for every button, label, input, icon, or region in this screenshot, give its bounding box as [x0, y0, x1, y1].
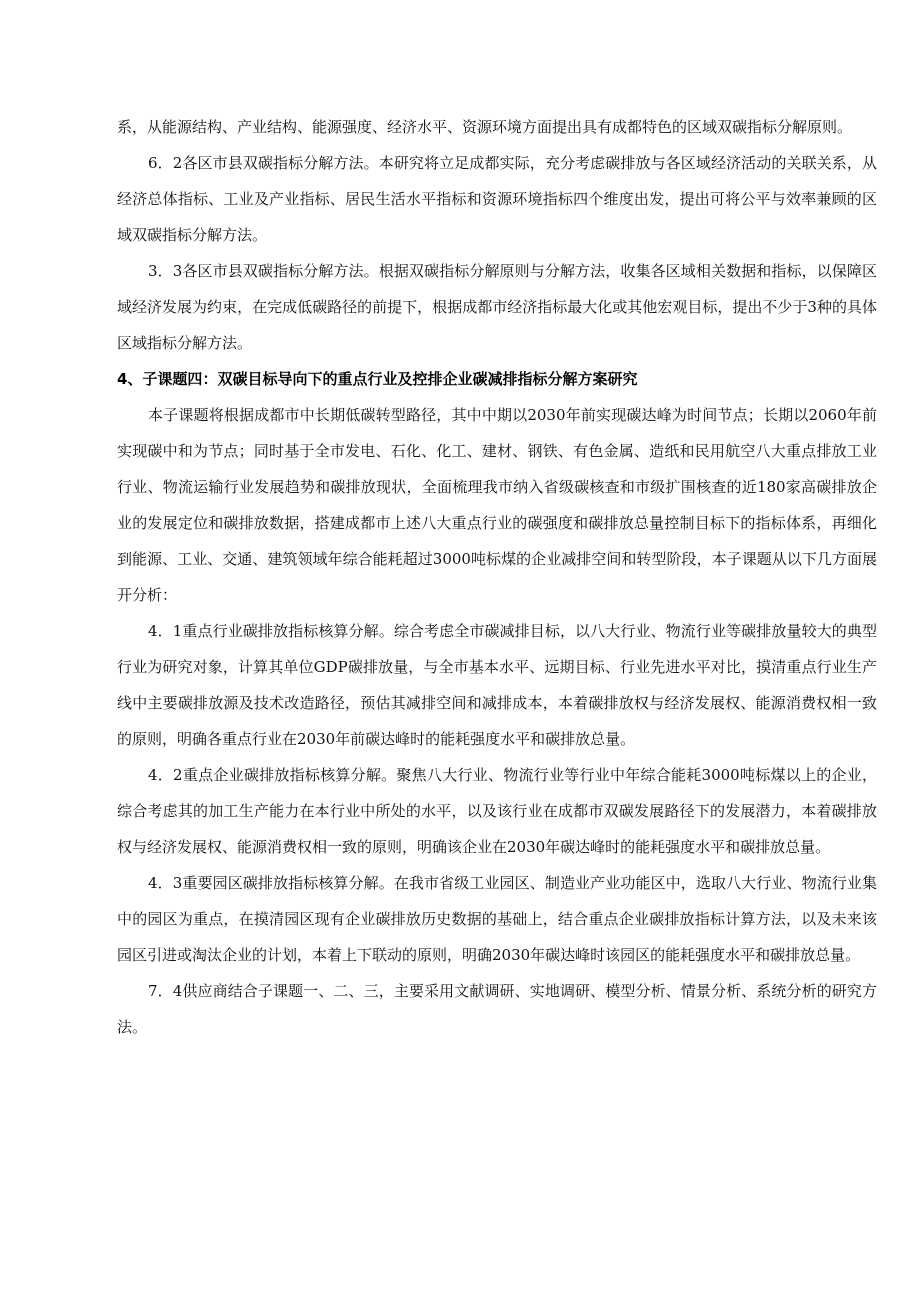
paragraph-continuation: 系，从能源结构、产业结构、能源强度、经济水平、资源环境方面提出具有成都特色的区域双碳指标分解原则。	[117, 118, 853, 136]
paragraph-section-4-3: 4．3重要园区碳排放指标核算分解。在我市省级工业园区、制造业产业功能区中，选取八大行业、物流行业集中的园区为重点，在摸清园区现有企业碳排放历史数据的基础上，结合重点企业碳排放指标计算方法，以及未来该园区引进或淘汰企业的计划，本着上下联动的原则，明确2030年碳达峰时该园区的能耗强度水平和碳排放总量。	[117, 874, 877, 964]
paragraph-section-4-1: 4．1重点行业碳排放指标核算分解。综合考虑全市碳减排目标，以八大行业、物流行业等碳排放量较大的典型行业为研究对象，计算其单位GDP碳排放量，与全市基本水平、远期目标、行业先进水平对比，摸清重点行业生产线中主要碳排放源及技术改造路径，预估其减排空间和减排成本，本着碳排放权与经济发展权、能源消费权相一致的原则，明确各重点行业在2030年前碳达峰时的能耗强度水平和碳排放总量。	[117, 622, 877, 748]
paragraph-section-4-2: 4．2重点企业碳排放指标核算分解。聚焦八大行业、物流行业等行业中年综合能耗3000吨标煤以上的企业，综合考虑其的加工生产能力在本行业中所处的水平，以及该行业在成都市双碳发展路径下的发展潜力，本着碳排放权与经济发展权、能源消费权相一致的原则，明确该企业在2030年碳达峰时的能耗强度水平和碳排放总量。	[117, 766, 877, 856]
document-body	[117, 109, 877, 1045]
paragraph-section-3-3: 3．3各区市县双碳指标分解方法。根据双碳指标分解原则与分解方法，收集各区域相关数据和指标，以保障区域经济发展为约束，在完成低碳路径的前提下，根据成都市经济指标最大化或其他宏观目标，提出不少于3种的具体区域指标分解方法。	[117, 262, 877, 352]
paragraph-section-6-2: 6．2各区市县双碳指标分解方法。本研究将立足成都实际，充分考虑碳排放与各区域经济活动的关联关系，从经济总体指标、工业及产业指标、居民生活水平指标和资源环境指标四个维度出发，提出可将公平与效率兼顾的区域双碳指标分解方法。	[117, 154, 877, 244]
paragraph-subtopic-4-intro: 本子课题将根据成都市中长期低碳转型路径，其中中期以2030年前实现碳达峰为时间节点；长期以2060年前实现碳中和为节点；同时基于全市发电、石化、化工、建材、钢铁、有色金属、造纸和民用航空八大重点排放工业行业、物流运输行业发展趋势和碳排放现状，全面梳理我市纳入省级碳核查和市级扩围核查的近180家高碳排放企业的发展定位和碳排放数据，搭建成都市上述八大重点行业的碳强度和碳排放总量控制目标下的指标体系，再细化到能源、工业、交通、建筑领域年综合能耗超过3000吨标煤的企业减排空间和转型阶段，本子课题从以下几方面展开分析：	[117, 406, 877, 604]
section-heading-subtopic-4: 4、子课题四：双碳目标导向下的重点行业及控排企业碳减排指标分解方案研究	[117, 370, 638, 388]
paragraph-section-7-4: 7．4供应商结合子课题一、二、三，主要采用文献调研、实地调研、模型分析、情景分析、系统分析的研究方法。	[117, 982, 877, 1036]
